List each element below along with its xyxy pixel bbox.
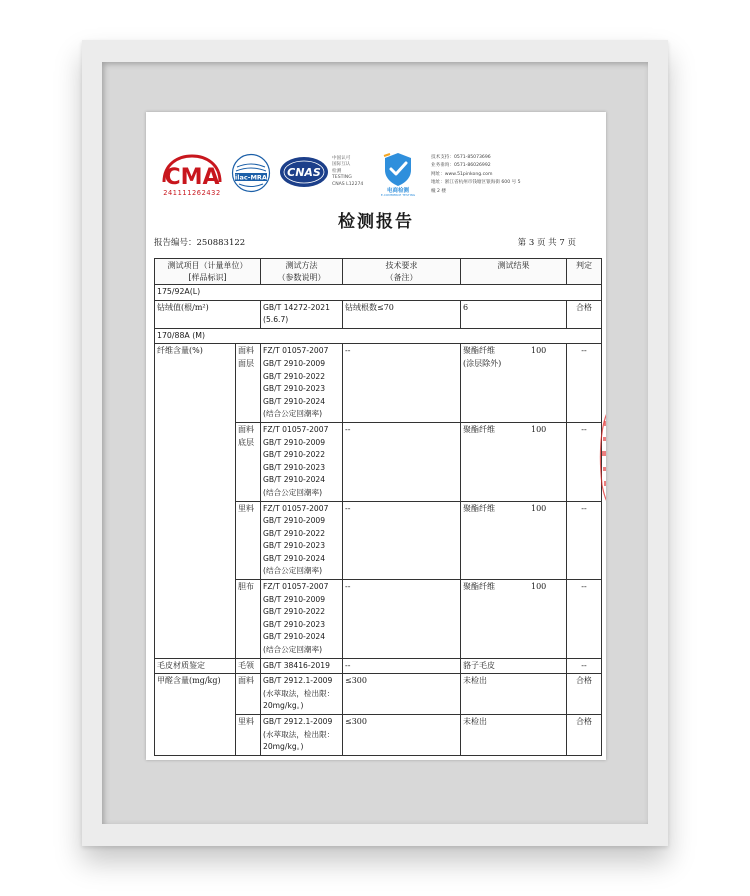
- cnas-logo-icon: [279, 156, 329, 188]
- table-row: 毛皮材质鉴定 毛领 GB/T 38416-2019 -- 貉子毛皮 --: [155, 658, 602, 674]
- header-requirement: 技术要求 （备注）: [343, 259, 461, 285]
- table-row: 钻绒值(根/m²) GB/T 14272-2021 (5.6.7) 钻绒根数≤70 6 合格: [155, 300, 602, 328]
- table-row: 里料 GB/T 2912.1-2009 (水萃取法，检出限： 20mg/kg。) ≤300 未检出 合格: [155, 715, 602, 756]
- test-results-table: [154, 258, 602, 756]
- table-row: 里料 FZ/T 01057-2007 GB/T 2910-2009 GB/T 2910-2022 GB/T 2910-2023 GB/T 2910-2024 (结合公定回潮率) -- 聚酯纤维 100 --: [155, 501, 602, 580]
- ilac-mra-logo-icon: [231, 153, 271, 193]
- table-row: 纤维含量(%) 面料 面层 FZ/T 01057-2007 GB/T 2910-2009 GB/T 2910-2022 GB/T 2910-2023 GB/T 2910-2024 (结合公定回潮率) -- 聚酯纤维 (涂层除外) 100 --: [155, 344, 602, 423]
- red-seal-stamp-icon: [596, 407, 606, 507]
- report-number: 报告编号：250883122: [154, 238, 246, 248]
- svg-text:ilac-MRA: ilac-MRA: [235, 173, 267, 182]
- header-test-item: 测试项目（计量单位） [样品标识]: [155, 259, 261, 285]
- table-row: 面料 底层 FZ/T 01057-2007 GB/T 2910-2009 GB/T 2910-2022 GB/T 2910-2023 GB/T 2910-2024 (结合公定回潮率) -- 聚酯纤维 100 --: [155, 422, 602, 501]
- report-title: 检测报告: [338, 212, 414, 232]
- cnas-accreditation-text: 中国认可 国际互认 检测 TESTING CNAS L12274: [332, 156, 364, 187]
- svg-text:CMA: CMA: [164, 165, 220, 190]
- table-header-row: [155, 259, 602, 285]
- section-row: 175/92A(L): [155, 285, 602, 301]
- cma-number: 241111262432: [163, 189, 221, 197]
- table-row: 甲醛含量(mg/kg) 面料 GB/T 2912.1-2009 (水萃取法，检出限： 20mg/kg。) ≤300 未检出 合格: [155, 674, 602, 715]
- header-result: 测试结果: [461, 259, 567, 285]
- svg-text:电商检测: 电商检测: [386, 188, 410, 194]
- section-row: 170/88A (M): [155, 328, 602, 344]
- page-indicator: 第 3 页 共 7 页: [517, 238, 576, 248]
- contact-info: 技术支持：0571-85073696 业务垂询：0571-86026992 网址：www.51pinkong.com 地址：浙江省杭州市钱塘区银海街 600 号 5 幢 2 楼: [431, 155, 521, 194]
- svg-text:CNAS: CNAS: [287, 166, 321, 179]
- report-page: [146, 112, 606, 760]
- svg-text:E-COMMERCE TESTING: E-COMMERCE TESTING: [380, 193, 416, 196]
- ecommerce-testing-logo-icon: [378, 150, 418, 196]
- header-judgement: 判定: [567, 259, 602, 285]
- header-test-method: 测试方法 （参数说明）: [261, 259, 343, 285]
- table-row: 胆布 FZ/T 01057-2007 GB/T 2910-2009 GB/T 2910-2022 GB/T 2910-2023 GB/T 2910-2024 (结合公定回潮率) -- 聚酯纤维 100 --: [155, 580, 602, 659]
